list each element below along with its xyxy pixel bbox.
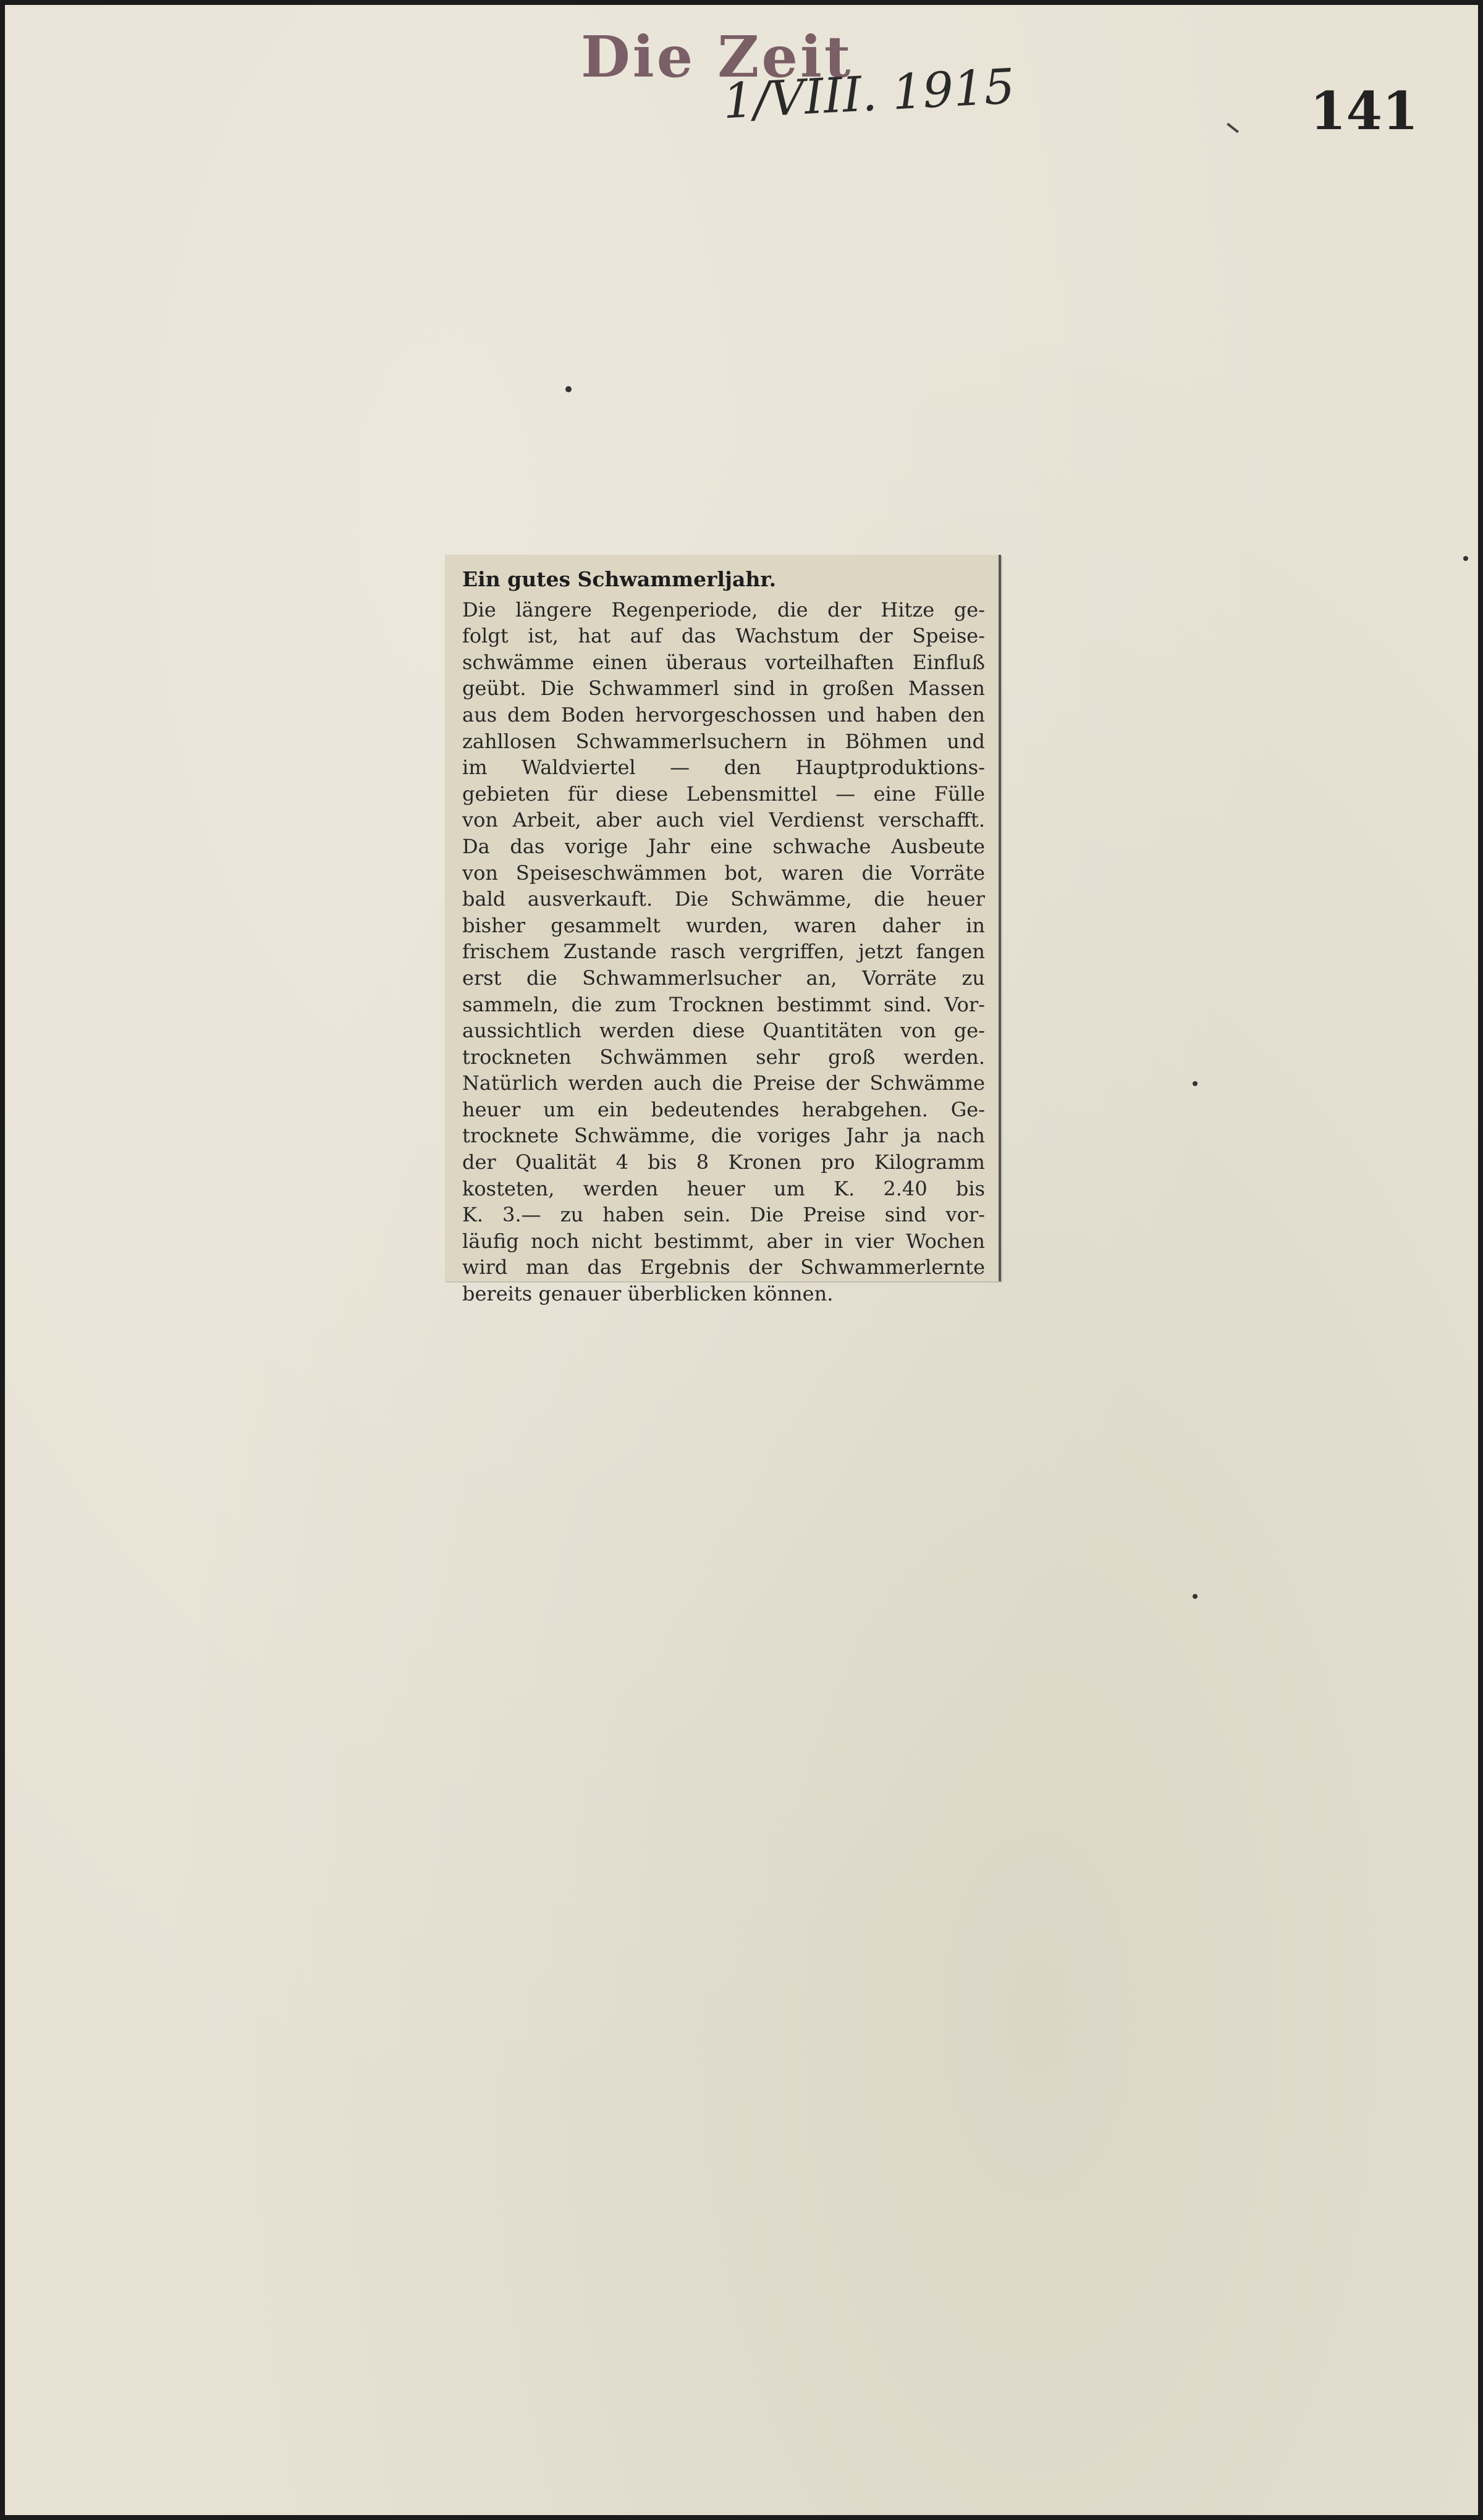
article-line: zahllosen Schwammerlsuchern in Böhmen und	[462, 729, 985, 753]
page-number: 141	[1310, 80, 1419, 141]
article-line: von Arbeit, aber auch viel Verdienst verschafft.	[462, 808, 985, 832]
article-line: trocknete Schwämme, die voriges Jahr ja nach	[462, 1124, 985, 1148]
article-line: gebieten für diese Lebensmittel — eine Fülle	[462, 782, 985, 806]
ink-dot-mark	[565, 386, 572, 392]
article-line: schwämme einen überaus vorteilhaften Einfluß	[462, 650, 985, 674]
article-line: heuer um ein bedeutendes herabgehen. Ge-	[462, 1097, 985, 1121]
article-line: trockneten Schwämmen sehr groß werden.	[462, 1045, 985, 1069]
article-title: Ein gutes Schwammerljahr.	[462, 567, 777, 591]
article-line: K. 3.— zu haben sein. Die Preise sind vor-	[462, 1203, 985, 1227]
newspaper-stamp-title: Die Zeit	[581, 23, 853, 90]
ink-dot-mark	[1193, 1081, 1198, 1086]
article-line: im Waldviertel — den Hauptproduktions-	[462, 756, 985, 780]
ink-dot-mark	[1193, 1594, 1198, 1599]
newspaper-clipping	[445, 555, 1001, 1306]
article-line: von Speiseschwämmen bot, waren die Vorräte	[462, 861, 985, 885]
article-body	[462, 597, 985, 1307]
article-line: aus dem Boden hervorgeschossen und haben den	[462, 702, 985, 727]
article-line: kosteten, werden heuer um K. 2.40 bis	[462, 1176, 985, 1200]
article-line: folgt ist, hat auf das Wachstum der Speise-	[462, 624, 985, 648]
article-line: wird man das Ergebnis der Schwammerlernte	[462, 1255, 985, 1279]
handwritten-date: 1/VIII. 1915	[721, 59, 1016, 130]
article-line: bisher gesammelt wurden, waren daher in	[462, 913, 985, 937]
article-line: bald ausverkauft. Die Schwämme, die heuer	[462, 887, 985, 911]
article-line: erst die Schwammerlsucher an, Vorräte zu	[462, 966, 985, 990]
article-line: der Qualität 4 bis 8 Kronen pro Kilogramm	[462, 1150, 985, 1174]
article-line: aussichtlich werden diese Quantitäten von ge-	[462, 1019, 985, 1043]
article-line: Die längere Regenperiode, die der Hitze ge-	[462, 597, 985, 622]
article-line: Da das vorige Jahr eine schwache Ausbeute	[462, 834, 985, 858]
ink-dot-mark	[1463, 556, 1468, 561]
article-line: geübt. Die Schwammerl sind in großen Massen	[462, 676, 985, 701]
article-line: sammeln, die zum Trocknen bestimmt sind. Vor-	[462, 992, 985, 1016]
article-line: frischem Zustande rasch vergriffen, jetzt fangen	[462, 940, 985, 964]
pencil-tick-mark	[1227, 123, 1239, 133]
article-line: bereits genauer überblicken können.	[462, 1282, 834, 1306]
article-line: läufig noch nicht bestimmt, aber in vier Wochen	[462, 1229, 985, 1253]
article-line: Natürlich werden auch die Preise der Schwämme	[462, 1071, 985, 1095]
